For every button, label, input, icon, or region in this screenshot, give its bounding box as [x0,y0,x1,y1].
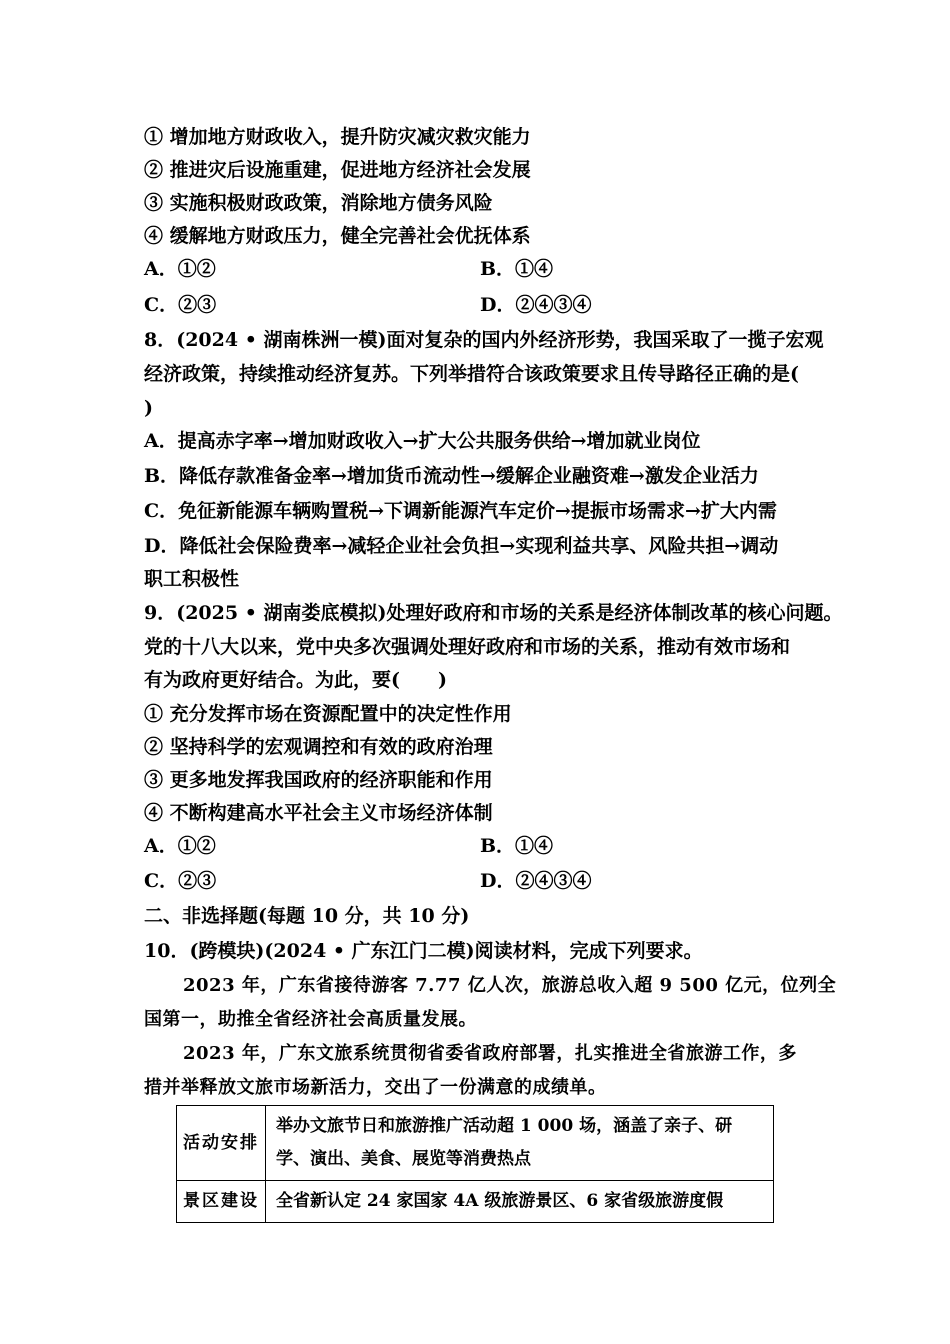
table-cell-content: 全省新认定 24 家国家 4A 级旅游景区、6 家省级旅游度假 [266,1181,774,1223]
q9-stem-line-1: 9．(2025 • 湖南娄底模拟)处理好政府和市场的关系是经济体制改革的核心问题。 [144,602,843,624]
q7-statement-4: ④ 缓解地方财政压力，健全完善社会优抚体系 [144,225,531,247]
q10-material-p2-line-2: 措并举释放文旅市场新活力，交出了一份满意的成绩单。 [144,1077,607,1098]
q9-statement-2: ② 坚持科学的宏观调控和有效的政府治理 [144,736,493,758]
q7-statement-3: ③ 实施积极财政政策，消除地方债务风险 [144,192,493,214]
table-cell-content: 举办文旅节日和旅游推广活动超 1 000 场，涵盖了亲子、研学、演出、美食、展览等消费热点 [266,1106,774,1181]
q8-option-a[interactable]: A．提高赤字率→增加财政收入→扩大公共服务供给→增加就业岗位 [144,430,701,452]
q10-material-p2-line-1: 2023 年，广东文旅系统贯彻省委省政府部署，扎实推进全省旅游工作，多 [183,1043,797,1064]
q10-material-table [176,1105,774,1223]
q8-option-d-line-2: 职工积极性 [144,568,240,590]
q8-stem-line-2: 经济政策，持续推动经济复苏。下列举措符合该政策要求且传导路径正确的是( [144,363,799,385]
q10-stem: 10．(跨模块)(2024 • 广东江门二模)阅读材料，完成下列要求。 [144,940,703,962]
q7-option-a[interactable]: A．①② [144,258,216,280]
q8-option-b[interactable]: B．降低存款准备金率→增加货币流动性→缓解企业融资难→激发企业活力 [144,465,759,487]
q8-option-d-line-1[interactable]: D．降低社会保险费率→减轻企业社会负担→实现利益共享、风险共担→调动 [144,535,779,557]
q9-statement-1: ① 充分发挥市场在资源配置中的决定性作用 [144,703,512,725]
q8-stem-line-3: ) [144,397,153,419]
q7-option-b[interactable]: B．①④ [480,258,554,280]
q7-statement-2: ② 推进灾后设施重建，促进地方经济社会发展 [144,159,531,181]
q9-option-c[interactable]: C．②③ [144,870,217,892]
table-cell-label: 景区建设 [177,1181,266,1223]
table-row [177,1106,774,1181]
q7-option-c[interactable]: C．②③ [144,294,217,316]
q8-stem-line-1: 8．(2024 • 湖南株洲一模)面对复杂的国内外经济形势，我国采取了一揽子宏观 [144,329,824,351]
table-cell-label: 活动安排 [177,1106,266,1181]
q9-stem-line-3: 有为政府更好结合。为此，要( ) [144,669,447,691]
q10-material-p1-line-1: 2023 年，广东省接待游客 7.77 亿人次，旅游总收入超 9 500 亿元，位列全 [183,975,837,996]
q8-option-c[interactable]: C．免征新能源车辆购置税→下调新能源汽车定价→提振市场需求→扩大内需 [144,500,777,522]
section-title: 二、非选择题(每题 10 分，共 10 分) [144,905,470,927]
q7-option-d[interactable]: D．②④③④ [480,294,592,316]
q7-statement-1: ① 增加地方财政收入，提升防灾减灾救灾能力 [144,126,531,148]
table-row [177,1181,774,1223]
q9-option-a[interactable]: A．①② [144,835,216,857]
q9-statement-4: ④ 不断构建高水平社会主义市场经济体制 [144,802,493,824]
q9-option-b[interactable]: B．①④ [480,835,554,857]
q9-statement-3: ③ 更多地发挥我国政府的经济职能和作用 [144,769,493,791]
q9-option-d[interactable]: D．②④③④ [480,870,592,892]
q9-stem-line-2: 党的十八大以来，党中央多次强调处理好政府和市场的关系，推动有效市场和 [144,636,791,658]
q10-material-p1-line-2: 国第一，助推全省经济社会高质量发展。 [144,1009,477,1030]
